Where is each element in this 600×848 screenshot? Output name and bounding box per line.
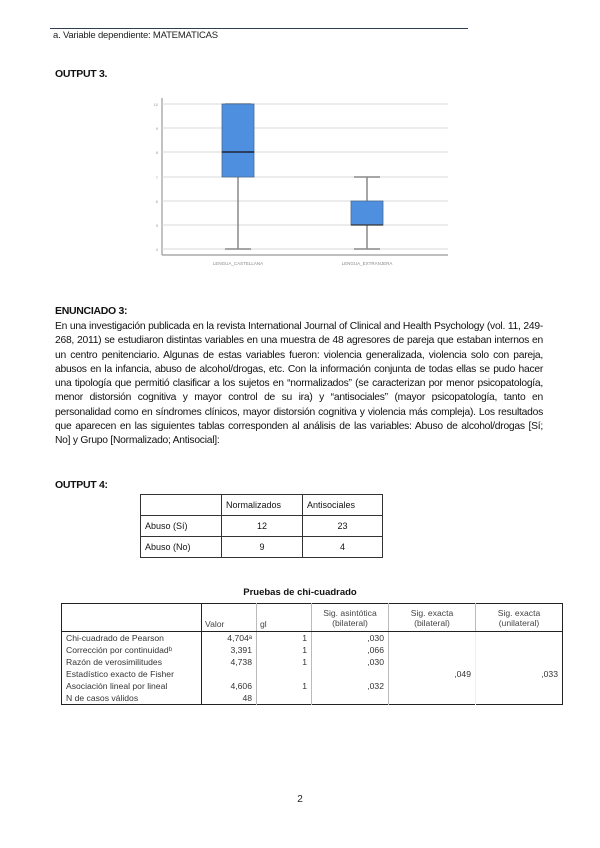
chi-table-title: Pruebas de chi-cuadrado [243,587,357,598]
chi-row-label: Estadístico exacto de Fisher [62,668,202,680]
chi-cell-sig-ex-bi [389,656,476,668]
chi-cell-sig-asint [312,668,389,680]
chi-cell-valor: 48 [242,693,252,703]
crosstab-cell: 23 [303,516,383,537]
chi-row [62,632,563,645]
crosstab-table [140,494,383,558]
chi-col-valor: Valor [202,604,257,632]
chi-header-row [62,604,563,632]
chi-cell-sig-ex-bi [389,680,476,692]
chi-cell-valor: 3,391 [230,645,252,655]
svg-text:9: 9 [155,126,158,131]
chi-cell-sig-ex-bi [389,692,476,705]
chi-cell-valor: 4,704ᵃ [227,633,252,643]
crosstab-corner [141,495,222,516]
crosstab-row [141,516,383,537]
chi-row [62,692,563,705]
chi-square-table [61,603,563,705]
chi-cell-valor: 4,606 [230,681,252,691]
enunciado-paragraph: En una investigación publicada en la revista International Journal of Clinical and Health Psychology (vol. 11, 249-268, 2011) se estudiaron distintas variables en una muestra de 48 agresores de pareja que estaban internos en un centro penitenciario. Algunas de estas variables fueron: violencia generalizada, violencia solo con pareja, abusos en la infancia, abuso de alcohol/drogas, etc. Con la información conjunta de todas ellas se pudo hacer una tipología que permitió clasificar a los sujetos en “normalizados” (se caracterizan por menor psicopatología, menor distorsión cognitiva y mayor control de su ira) y “antisociales” (mayor psicopatología, tanto en personalidad como en síndromes clínicos, mayor distorsión cognitiva y violencia más compleja). Los resultados que aparecen en las siguientes tablas corresponden al análisis de las variables: Abuso de alcohol/drogas [Sí; No] y Grupo [Normalizado; Antisocial]: [55,321,543,447]
chi-row [62,656,563,668]
chi-cell-valor [202,668,257,680]
chi-cell-sig-asint: ,030 [312,632,389,645]
xlabel-extranjera: LENGUA_EXTRANJERA [341,261,393,266]
crosstab-header-row [141,495,383,516]
chi-cell-sig-asint [312,692,389,705]
chi-cell-sig-ex-bi: ,049 [389,668,476,680]
chi-cell-gl [257,668,312,680]
table-bottom-rule [50,28,468,29]
chi-row [62,668,563,680]
chi-cell-valor: 4,738 [230,657,252,667]
crosstab-col-antisociales: Antisociales [303,495,383,516]
boxplot-svg [140,93,460,270]
chi-row [62,644,563,656]
page-number: 2 [297,794,303,805]
svg-text:6: 6 [155,199,158,204]
chi-col-blank [62,604,202,632]
chi-cell-gl [257,692,312,705]
chi-row-label: Asociación lineal por lineal [62,680,202,692]
chi-cell-sig-asint: ,066 [312,644,389,656]
chi-row [62,680,563,692]
crosstab-cell: 9 [222,537,303,558]
chi-row-label: Razón de verosimilitudes [62,656,202,668]
crosstab-col-normalizados: Normalizados [222,495,303,516]
svg-text:4: 4 [155,247,158,252]
chi-cell-sig-ex-uni [476,656,563,668]
chi-cell-gl: 1 [257,656,312,668]
svg-text:7: 7 [155,175,158,180]
crosstab-row-label: Abuso (No) [141,537,222,558]
box-lengua-extranjera [351,177,383,249]
xlabel-castellana: LENGUA_CASTELLANA [212,261,264,266]
crosstab-row [141,537,383,558]
chi-col-sig-asintotica: Sig. asintótica (bilateral) [312,604,389,632]
chi-cell-gl: 1 [257,644,312,656]
chi-col-sig-exacta-bilateral: Sig. exacta (bilateral) [389,604,476,632]
enunciado-heading: ENUNCIADO 3: [55,305,128,317]
chi-row-label: Corrección por continuidadᵇ [62,644,202,656]
svg-text:10: 10 [153,102,158,107]
chi-col-gl: gl [257,604,312,632]
chi-col-sig-exacta-unilateral: Sig. exacta (unilateral) [476,604,563,632]
chi-cell-sig-ex-bi [389,644,476,656]
chi-cell-sig-ex-uni [476,692,563,705]
chi-cell-sig-asint: ,030 [312,656,389,668]
footnote-dependent-variable: a. Variable dependiente: MATEMATICAS [53,30,218,41]
chi-cell-sig-ex-bi [389,632,476,645]
output4-heading: OUTPUT 4: [55,479,108,491]
crosstab-row-label: Abuso (Sí) [141,516,222,537]
crosstab-cell: 12 [222,516,303,537]
chi-cell-sig-ex-uni [476,680,563,692]
svg-text:5: 5 [155,223,158,228]
crosstab-cell: 4 [303,537,383,558]
output3-heading: OUTPUT 3. [55,68,108,80]
chi-cell-sig-ex-uni [476,644,563,656]
chi-cell-sig-ex-uni: ,033 [541,669,558,679]
chi-cell-gl: 1 [257,632,312,645]
chi-cell-sig-ex-uni [476,632,563,645]
chi-cell-sig-asint: ,032 [312,680,389,692]
chi-row-label: N de casos válidos [62,692,202,705]
svg-text:8: 8 [155,150,158,155]
boxplot-chart [140,93,460,270]
chi-cell-gl: 1 [257,680,312,692]
box-lengua-castellana [222,104,254,249]
chi-row-label: Chi-cuadrado de Pearson [62,632,202,645]
